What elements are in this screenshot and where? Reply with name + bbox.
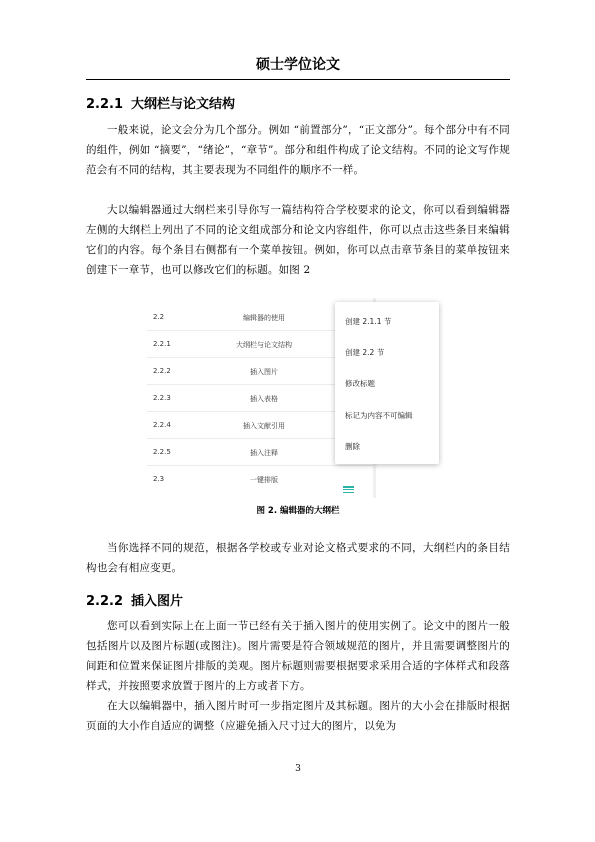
section-heading-2-2-1 — [86, 93, 510, 112]
outline-row-title: 一键排版 — [250, 476, 278, 484]
outline-row-number: 2.2.4 — [153, 421, 171, 429]
figure-caption: 图 2. 编辑器的大纲栏 — [256, 506, 340, 516]
menu-item-create-subsection: 创建 2.1.1 节 — [345, 317, 392, 326]
outline-row-title: 插入表格 — [250, 395, 278, 403]
outline-row-title: 编辑器的使用 — [243, 314, 285, 322]
outline-row-number: 2.3 — [153, 475, 165, 483]
menu-item-lock: 标记为内容不可编辑 — [345, 411, 413, 420]
list-icon — [343, 486, 354, 493]
outline-row-number: 2.2.3 — [153, 394, 171, 402]
outline-figure — [147, 298, 447, 498]
section-title: 插入图片 — [131, 594, 184, 609]
running-header: 硕士学位论文 — [256, 57, 340, 73]
outline-row-number: 2.2.5 — [153, 448, 171, 456]
paragraph: 您可以看到实际上在上面一节已经有关于插入图片的使用实例了。论文中的图片一般包括图片以及图片标题(或图注)。图片需要是符合领域规范的图片，并且需要调整图片的间距和位置来保证图片排版的美观。图片标题则需要根据要求采用合适的字体样式和段落样式，并按照要求放置于图片的上方或者下方。 — [86, 620, 510, 692]
paragraph: 一般来说，论文会分为几个部分。例如 “前置部分”，“正文部分”。每个部分中有不同的组件，例如 “摘要”，“绪论”，“章节”。部分和组件构成了论文结构。不同的论文写作规范会有不同的结构，其主要表现为不同组件的顺序不一样。 — [86, 124, 510, 176]
section-number: 2.2.2 — [86, 594, 124, 609]
outline-row-number: 2.2.2 — [153, 367, 171, 375]
outline-row-title: 插入文献引用 — [243, 422, 285, 430]
menu-item-delete: 删除 — [345, 442, 360, 451]
outline-row-title: 插入图片 — [250, 368, 278, 376]
section-heading-2-2-2 — [86, 590, 510, 609]
section-title: 大纲栏与论文结构 — [131, 97, 236, 112]
section-number: 2.2.1 — [86, 97, 124, 112]
menu-item-rename: 修改标题 — [345, 379, 375, 388]
outline-row-title: 大纲栏与论文结构 — [236, 341, 292, 349]
menu-item-create-section: 创建 2.2 节 — [345, 348, 385, 357]
paragraph: 大以编辑器通过大纲栏来引导你写一篇结构符合学校要求的论文，你可以看到编辑器左侧的大纲栏上列出了不同的论文组成部分和论文内容组件，你可以点击这些条目来编辑它们的内容。每个条目右侧都有一个菜单按钮。例如，你可以点击章节条目的菜单按钮来创建下一章节，也可以修改它们的标题。如图 2 — [86, 204, 510, 276]
header-rule — [86, 79, 510, 80]
context-menu — [335, 302, 439, 464]
paragraph: 当你选择不同的规范，根据各学校或专业对论文格式要求的不同，大纲栏内的条目结构也会有相应变更。 — [86, 542, 510, 574]
page-number: 3 — [295, 764, 301, 774]
outline-row-number: 2.2.1 — [153, 340, 171, 348]
outline-row-number: 2.2 — [153, 313, 165, 321]
outline-row-title: 插入注释 — [250, 449, 278, 457]
paragraph: 在大以编辑器中，插入图片时可一步指定图片及其标题。图片的大小会在排版时根据页面的大小作自适应的调整（应避免插入尺寸过大的图片，以免为 — [86, 700, 510, 732]
